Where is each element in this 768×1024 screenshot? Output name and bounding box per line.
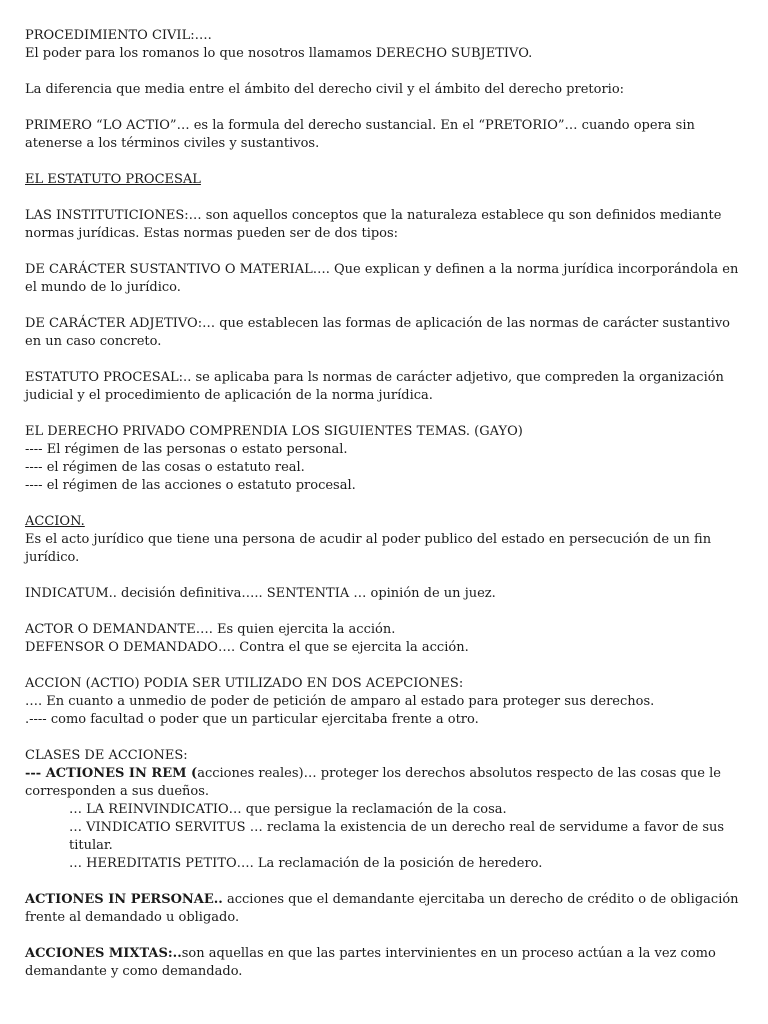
paragraph-derecho-privado: EL DERECHO PRIVADO COMPRENDIA LOS SIGUIENTES TEMAS. (GAYO) <box>25 424 523 439</box>
bold-term: --- ACTIONES IN REM ( <box>25 766 198 781</box>
list-item: ---- el régimen de las cosas o estatuto real. <box>25 460 305 475</box>
paragraph-acciones-mixtas <box>25 945 750 981</box>
paragraph-adjetivo: DE CARÁCTER ADJETIVO:… que establecen las formas de aplicación de las normas de carácter sustantivo en un caso concreto. <box>25 316 730 349</box>
paragraph-acepciones: ACCION (ACTIO) PODIA SER UTILIZADO EN DOS ACEPCIONES: <box>25 676 464 691</box>
paragraph-accion-definicion: Es el acto jurídico que tiene una persona de acudir al poder publico del estado en persecución de un fin jurídico. <box>25 532 712 565</box>
paragraph-actiones-in-personae <box>25 891 750 927</box>
bold-term: ACCIONES MIXTAS:.. <box>25 946 182 961</box>
bold-term: ACTIONES IN PERSONAE.. <box>25 892 223 907</box>
heading-clases-acciones: CLASES DE ACCIONES: <box>25 748 188 763</box>
paragraph-primero: PRIMERO “LO ACTIO”… es la formula del derecho sustancial. En el “PRETORIO”… cuando opera sin atenerse a los términos civiles y sustantivos. <box>25 118 695 151</box>
paragraph-sustantivo: DE CARÁCTER SUSTANTIVO O MATERIAL…. Que explican y definen a la norma jurídica incorporándola en el mundo de lo jurídico. <box>25 262 739 295</box>
document-page <box>25 27 750 981</box>
list-item: … VINDICATIO SERVITUS … reclama la existencia de un derecho real de servidume a favor de sus titular. <box>69 820 725 853</box>
list-item: … LA REINVINDICATIO… que persigue la reclamación de la cosa. <box>69 802 507 817</box>
paragraph-actiones-in-rem <box>25 765 750 801</box>
heading-accion: ACCION. <box>25 514 85 529</box>
heading-estatuto-procesal: EL ESTATUTO PROCESAL <box>25 172 201 187</box>
term-description: acciones que el demandante ejercitaba un derecho de crédito o de obligación frente al demandado u obligado. <box>25 892 739 925</box>
paragraph-indicatum: INDICATUM.. decisión definitiva….. SENTENTIA … opinión de un juez. <box>25 586 496 601</box>
heading-procedimiento-civil: PROCEDIMIENTO CIVIL:…. <box>25 28 212 43</box>
term-description: acciones reales)… proteger los derechos absolutos respecto de las cosas que le corresponden a sus dueños. <box>25 766 721 799</box>
paragraph-poder-romanos: El poder para los romanos lo que nosotros llamamos DERECHO SUBJETIVO. <box>25 46 533 61</box>
list-item: .---- como facultad o poder que un particular ejercitaba frente a otro. <box>25 712 479 727</box>
list-item: ---- el régimen de las acciones o estatuto procesal. <box>25 478 356 493</box>
paragraph-estatuto-procesal: ESTATUTO PROCESAL:.. se aplicaba para ls normas de carácter adjetivo, que compreden la organización judicial y el procedimiento de aplicación de la norma jurídica. <box>25 370 724 403</box>
list-item: ---- El régimen de las personas o estato personal. <box>25 442 348 457</box>
list-item: …. En cuanto a unmedio de poder de petición de amparo al estado para proteger sus derechos. <box>25 694 655 709</box>
paragraph-diferencia: La diferencia que media entre el ámbito del derecho civil y el ámbito del derecho pretorio: <box>25 82 625 97</box>
paragraph-defensor: DEFENSOR O DEMANDADO…. Contra el que se ejercita la acción. <box>25 640 469 655</box>
paragraph-actor: ACTOR O DEMANDANTE…. Es quien ejercita la acción. <box>25 622 396 637</box>
term-description: son aquellas en que las partes intervinientes en un proceso actúan a la vez como demandante y como demandado. <box>25 946 716 979</box>
list-item: … HEREDITATIS PETITO…. La reclamación de la posición de heredero. <box>69 856 543 871</box>
paragraph-instituciones: LAS INSTITUTICIONES:… son aquellos conceptos que la naturaleza establece qu son definidos mediante normas jurídicas. Estas normas pueden ser de dos tipos: <box>25 208 722 241</box>
